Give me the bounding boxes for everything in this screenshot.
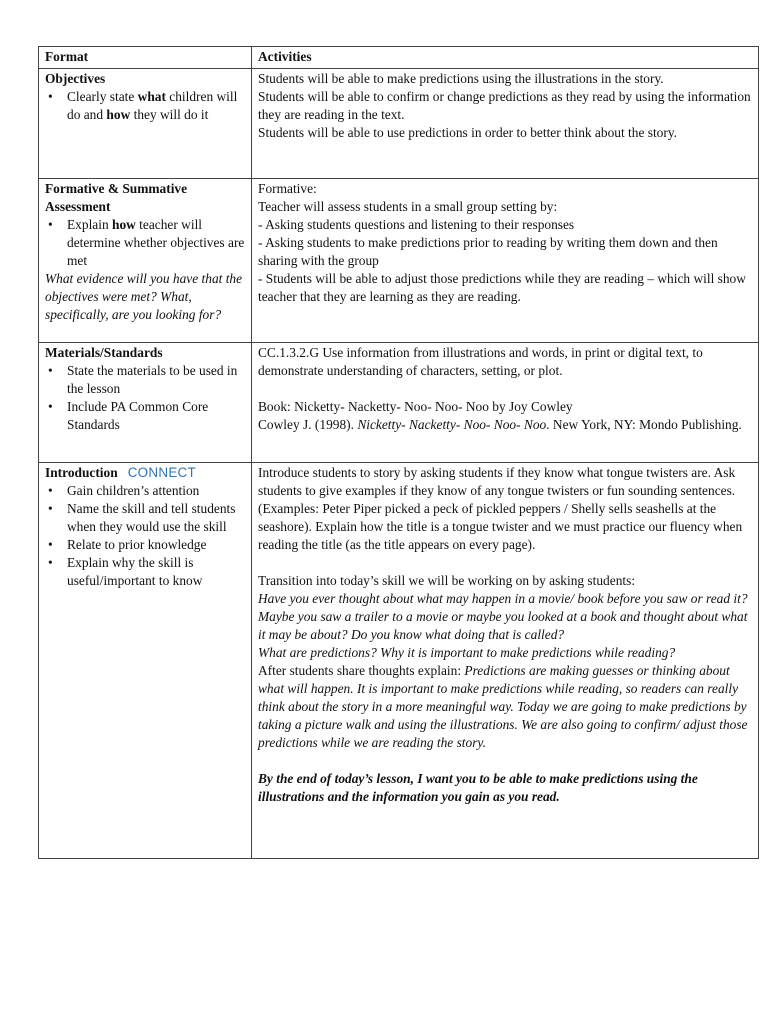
materials-bullet-list xyxy=(45,362,245,434)
after-share-text: After students share thoughts explain: Predictions are making guesses or thinking about what will happen. It is important to make predictions while reading, so readers can really think about the story in a more meaningful way. Today we are going to make predictions by taking a picture walk and using the illustrations. We are also going to confirm/ adjust those predictions while we are reading the story. xyxy=(258,663,748,750)
assessment-row xyxy=(39,179,759,343)
objectives-activities-cell xyxy=(252,69,759,179)
activities-header: Activities xyxy=(252,47,759,69)
introduction-bullet: • Gain children’s attention xyxy=(45,482,245,500)
materials-title: Materials/Standards xyxy=(45,345,163,360)
assessment-line: Formative: xyxy=(258,181,317,196)
objective-line: Students will be able to make predictions using the illustrations in the story. xyxy=(258,71,664,86)
introduction-bullet: • Relate to prior knowledge xyxy=(45,536,245,554)
intro-questions: Have you ever thought about what may happen in a movie/ book before you saw or read it? Maybe you saw a trailer to a movie or maybe you looked at a book and thought about what it may be about? Do you know what doing that is called? xyxy=(258,591,748,642)
introduction-bullet-list xyxy=(45,482,245,590)
header-row xyxy=(39,47,759,69)
materials-bullet: • Include PA Common Core Standards xyxy=(45,398,245,434)
connect-tag: CONNECT xyxy=(127,465,196,480)
assessment-question: What evidence will you have that the objectives were met? What, specifically, are you looking for? xyxy=(45,271,243,322)
introduction-activities-cell xyxy=(252,463,759,859)
objectives-format-cell xyxy=(39,69,252,179)
assessment-bullet-list xyxy=(45,216,245,270)
assessment-line: Teacher will assess students in a small group setting by: xyxy=(258,199,558,214)
objective-line: Students will be able to confirm or change predictions as they read by using the information they are reading in the text. xyxy=(258,89,751,122)
materials-bullet: • State the materials to be used in the lesson xyxy=(45,362,245,398)
assessment-activities-cell xyxy=(252,179,759,343)
introduction-bullet: • Explain why the skill is useful/important to know xyxy=(45,554,245,590)
objectives-bullet-list xyxy=(45,88,245,124)
format-header: Format xyxy=(39,47,252,69)
assessment-line: - Asking students to make predictions prior to reading by writing them down and then sharing with the group xyxy=(258,235,718,268)
transition-text: Transition into today’s skill we will be working on by asking students: xyxy=(258,573,636,588)
materials-format-cell xyxy=(39,343,252,463)
objectives-title: Objectives xyxy=(45,71,106,86)
objectives-row xyxy=(39,69,759,179)
assessment-format-cell xyxy=(39,179,252,343)
introduction-bullet: • Name the skill and tell students when they would use the skill xyxy=(45,500,245,536)
objectives-bullet: • Clearly state what children will do and how they will do it xyxy=(45,88,245,124)
objective-line: Students will be able to use predictions in order to better think about the story. xyxy=(258,125,677,140)
assessment-line: - Students will be able to adjust those predictions while they are reading – which will show teacher that they are learning as they are reading. xyxy=(258,271,746,304)
materials-row xyxy=(39,343,759,463)
lesson-goal: By the end of today’s lesson, I want you to be able to make predictions using the illustrations and the information you gain as you read. xyxy=(258,771,698,804)
assessment-line: - Asking students questions and listening to their responses xyxy=(258,217,575,232)
standard-text: CC.1.3.2.G Use information from illustrations and words, in print or digital text, to demonstrate understanding of characters, setting, or plot. xyxy=(258,345,703,378)
introduction-title-line xyxy=(45,464,245,482)
introduction-row xyxy=(39,463,759,859)
book-text: Book: Nicketty- Nacketty- Noo- Noo- Noo by Joy Cowley xyxy=(258,399,573,414)
lesson-plan-table xyxy=(38,46,759,859)
assessment-bullet: • Explain how teacher will determine whether objectives are met xyxy=(45,216,245,270)
citation-text: Cowley J. (1998). Nicketty- Nacketty- Noo- Noo- Noo. New York, NY: Mondo Publishing. xyxy=(258,417,742,432)
intro-questions-predictions: What are predictions? Why it is important to make predictions while reading? xyxy=(258,645,676,660)
introduction-title: Introduction xyxy=(45,465,118,480)
materials-activities-cell xyxy=(252,343,759,463)
intro-paragraph: Introduce students to story by asking students if they know what tongue twisters are. Ask students to give examples if they know of any tongue twisters or fun sounding sentences. (Examples: Peter Piper picked a peck of pickled peppers / Shelly sells seashells at the seashore). Explain how the title is a tongue twister and we must practice our fluency when reading the title (as the title appears on every page). xyxy=(258,465,743,552)
introduction-format-cell xyxy=(39,463,252,859)
assessment-title: Formative & Summative Assessment xyxy=(45,181,188,214)
